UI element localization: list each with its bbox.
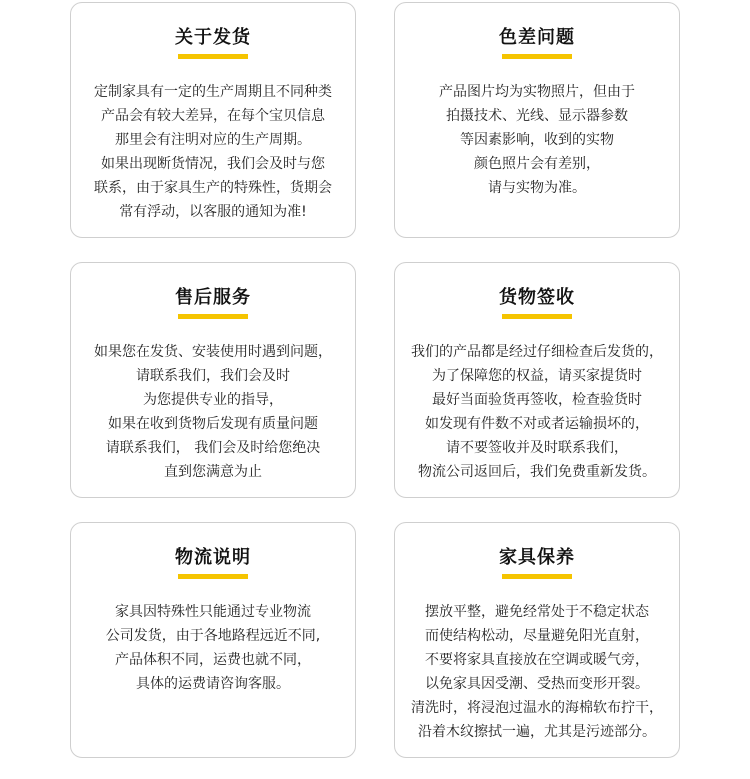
card-title: 家具保养 <box>499 547 575 568</box>
body-line: 而使结构松动，尽量避免阳光直射， <box>425 628 649 644</box>
body-line: 物流公司返回后，我们免费重新发货。 <box>418 464 656 480</box>
body-line: 公司发货，由于各地路程远近不同, <box>105 628 321 644</box>
body-line: 请联系我们， 我们会及时给您绝决 <box>105 440 321 456</box>
body-line: 清洗时，将浸泡过温水的海棉软布拧干， <box>411 700 663 716</box>
body-line: 为您提供专业的指导， <box>143 392 283 408</box>
body-line: 定制家具有一定的生产周期且不同种类 <box>94 84 332 100</box>
card-logistics <box>70 522 356 758</box>
card-after-sales <box>70 262 356 498</box>
card-title: 货物签收 <box>499 287 575 308</box>
card-body <box>77 340 349 484</box>
card-receipt <box>394 262 680 498</box>
body-line: 我们的产品都是经过仔细检查后发货的， <box>411 344 663 360</box>
body-line: 如果在收到货物后发现有质量问题 <box>108 416 318 432</box>
title-underline <box>178 314 248 319</box>
card-color-difference <box>394 2 680 238</box>
body-line: 那里会有注明对应的生产周期。 <box>115 132 311 148</box>
body-line: 请不要签收并及时联系我们， <box>446 440 628 456</box>
body-line: 如果出现断货情况，我们会及时与您 <box>101 156 325 172</box>
card-body <box>401 80 673 200</box>
card-body <box>401 340 673 484</box>
card-body <box>401 600 673 744</box>
body-line: 拍摄技术、光线、显示器参数 <box>446 108 628 124</box>
body-line: 如发现有件数不对或者运输损坏的， <box>425 416 649 432</box>
body-line: 以免家具因受潮、受热而变形开裂。 <box>425 676 649 692</box>
card-title: 关于发货 <box>175 27 251 48</box>
title-underline <box>178 574 248 579</box>
body-line: 颜色照片会有差别， <box>474 156 600 172</box>
body-line: 等因素影响，收到的实物 <box>460 132 614 148</box>
body-line: 摆放平整，避免经常处于不稳定状态 <box>425 604 649 620</box>
title-underline <box>502 314 572 319</box>
title-underline <box>502 574 572 579</box>
title-underline <box>502 54 572 59</box>
body-line: 沿着木纹擦拭一遍，尤其是污迹部分。 <box>418 724 656 740</box>
card-title: 物流说明 <box>175 547 251 568</box>
body-line: 具体的运费请咨询客服。 <box>136 676 290 692</box>
body-line: 联系，由于家具生产的特殊性，货期会 <box>94 180 332 196</box>
body-line: 直到您满意为止 <box>164 464 262 480</box>
body-line: 请联系我们，我们会及时 <box>136 368 290 384</box>
card-title: 售后服务 <box>175 287 251 308</box>
body-line: 请与实物为准。 <box>488 180 586 196</box>
body-line: 产品体积不同，运费也就不同， <box>115 652 311 668</box>
title-underline <box>178 54 248 59</box>
body-line: 产品图片均为实物照片，但由于 <box>439 84 635 100</box>
card-furniture-care <box>394 522 680 758</box>
card-body <box>77 600 349 696</box>
body-line: 产品会有较大差异，在每个宝贝信息 <box>101 108 325 124</box>
body-line: 不要将家具直接放在空调或暖气旁， <box>425 652 649 668</box>
card-body <box>77 80 349 224</box>
card-shipping <box>70 2 356 238</box>
body-line: 如果您在发货、安装使用时遇到问题， <box>94 344 332 360</box>
body-line: 家具因特殊性只能通过专业物流 <box>115 604 311 620</box>
body-line: 最好当面验货再签收，检查验货时 <box>432 392 642 408</box>
body-line: 为了保障您的权益，请买家提货时 <box>432 368 642 384</box>
card-title: 色差问题 <box>499 27 575 48</box>
body-line: 常有浮动，以客服的通知为准! <box>119 204 307 220</box>
